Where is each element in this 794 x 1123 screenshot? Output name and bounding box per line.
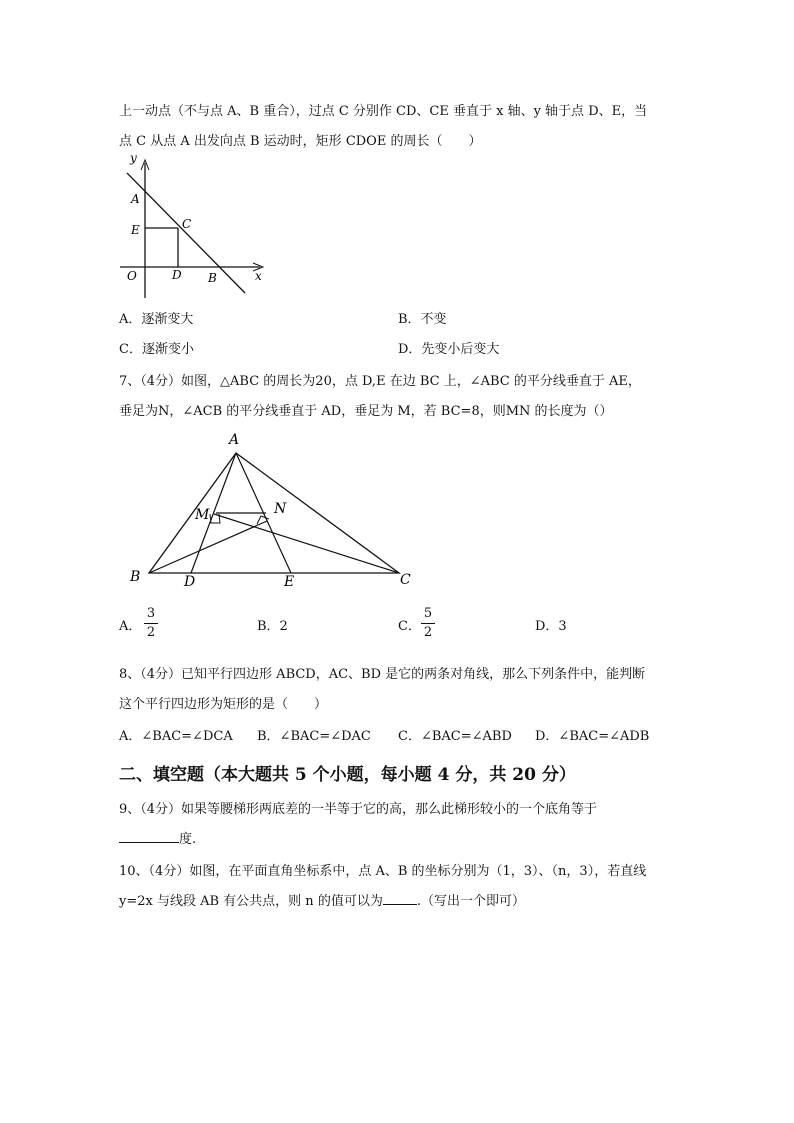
q9-line2-suffix: 度.: [179, 832, 197, 847]
q7-label-C: C: [400, 572, 411, 588]
q7-option-c-label: C．: [398, 619, 421, 634]
q6-label-C: C: [182, 217, 192, 231]
q8-option-c: C．∠BAC=∠ABD: [398, 729, 512, 744]
q9-answer-blank[interactable]: [119, 842, 179, 843]
q10-answer-blank[interactable]: [383, 904, 417, 905]
q7-option-c-numerator: 5: [423, 606, 433, 621]
q6-text-line1: 上一动点（不与点 A、B 重合），过点 C 分别作 CD、CE 垂直于 x 轴、y 轴于点 D、E，当: [119, 104, 648, 119]
q8-option-a: A．∠BAC=∠DCA: [119, 729, 233, 744]
q7-option-a-label: A．: [119, 619, 142, 634]
q6-option-d: D．先变小后变大: [398, 342, 500, 357]
q6-text-line2: 点 C 从点 A 出发向点 B 运动时，矩形 CDOE 的周长（ ）: [119, 134, 482, 149]
q7-option-c-fraction: [421, 607, 435, 640]
q6-option-c: C．逐渐变小: [119, 342, 194, 357]
q7-option-d: D．3: [535, 619, 567, 634]
q10-line2-prefix: y=2x 与线段 AB 有公共点，则 n 的值可以为: [119, 894, 383, 909]
section-heading: 二、填空题（本大题共 5 个小题，每小题 4 分，共 20 分）: [119, 765, 576, 785]
q10-text-line2: [119, 892, 525, 912]
q7-label-A: A: [229, 432, 240, 448]
q6-coordinate-figure: [115, 155, 275, 305]
q7-label-N: N: [274, 501, 287, 517]
q9-text-line2: [119, 830, 196, 850]
q10-line2-suffix: .（写出一个即可）: [416, 894, 525, 909]
q7-option-a-fraction: [144, 607, 158, 640]
q7-label-D: D: [184, 574, 196, 590]
q7-option-c-denominator: 2: [423, 625, 433, 640]
q6-label-O: O: [127, 269, 137, 283]
q7-option-b: B．2: [257, 619, 288, 634]
q8-option-d: D．∠BAC=∠ADB: [535, 729, 650, 744]
q7-text-line1: 7、（4分）如图，△ABC 的周长为20，点 D,E 在边 BC 上，∠ABC 的平分线垂直于 AE，: [119, 374, 641, 389]
q8-text-line1: 8、（4分）已知平行四边形 ABCD，AC、BD 是它的两条对角线，那么下列条件中，能判断: [119, 667, 646, 682]
q7-label-M: M: [195, 507, 210, 523]
q7-option-a-denominator: 2: [146, 625, 156, 640]
q6-label-x: x: [255, 269, 262, 283]
q7-option-a-numerator: 3: [146, 606, 156, 621]
q6-option-a: A．逐渐变大: [119, 312, 194, 327]
q7-triangle-figure: [125, 428, 425, 593]
q8-option-b: B．∠BAC=∠DAC: [257, 729, 371, 744]
q6-label-B: B: [208, 271, 217, 285]
q6-label-A: A: [131, 192, 140, 206]
q10-text-line1: 10、（4分）如图，在平面直角坐标系中，点 A、B 的坐标分别为（1，3）、（n，3），若直线: [119, 864, 647, 879]
q7-text-line2: 垂足为N，∠ACB 的平分线垂直于 AD，垂足为 M，若 BC=8，则MN 的长度为（）: [119, 404, 613, 419]
q7-label-E: E: [284, 574, 295, 590]
q7-label-B: B: [130, 569, 141, 585]
q6-label-E: E: [131, 223, 140, 237]
q6-label-y: y: [130, 155, 137, 165]
q9-text-line1: 9、（4分）如果等腰梯形两底差的一半等于它的高，那么此梯形较小的一个底角等于: [119, 802, 598, 817]
q6-option-b: B．不变: [398, 312, 447, 327]
q6-label-D: D: [172, 268, 182, 282]
q8-text-line2: 这个平行四边形为矩形的是（ ）: [119, 697, 328, 712]
